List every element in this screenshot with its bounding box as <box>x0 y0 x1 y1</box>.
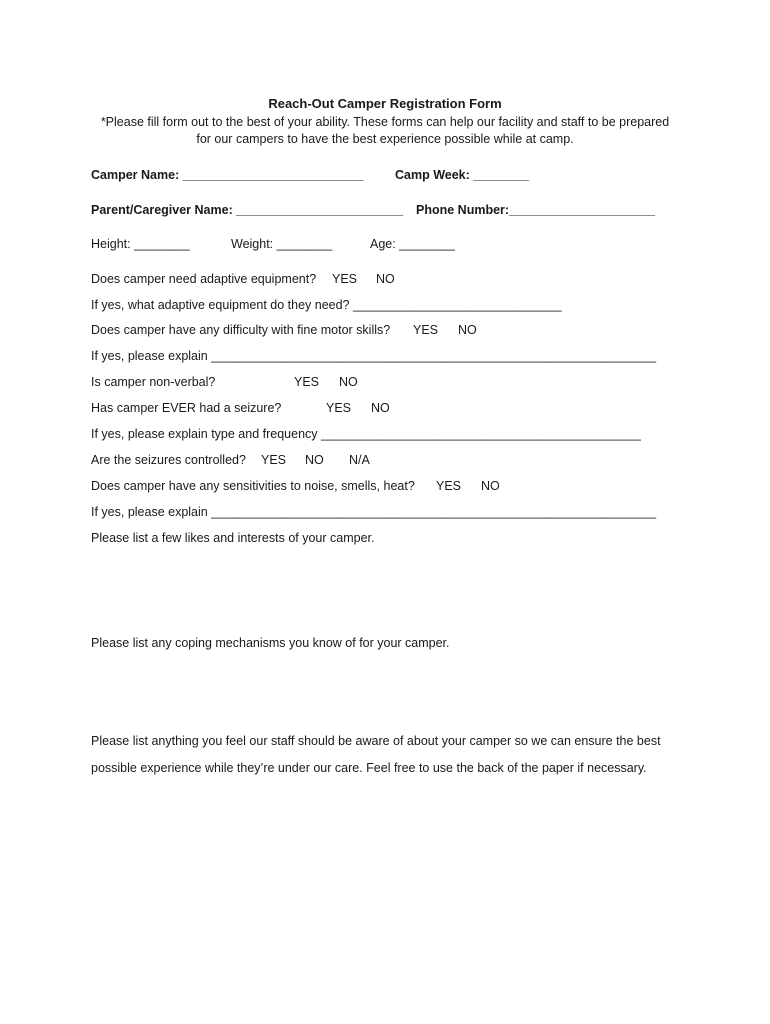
camper-name-field[interactable]: Camper Name: __________________________ <box>91 168 364 182</box>
sensitivities-no-option[interactable]: NO <box>481 479 500 493</box>
seizure-question: Has camper EVER had a seizure? <box>91 401 282 415</box>
seizure-followup-field[interactable]: If yes, please explain type and frequency ______________________________________________ <box>91 427 641 441</box>
fine-motor-question: Does camper have any difficulty with fine motor skills? <box>91 323 391 337</box>
seizures-controlled-no-option[interactable]: NO <box>305 453 324 467</box>
camp-week-field[interactable]: Camp Week: ________ <box>395 168 529 182</box>
sensitivities-question: Does camper have any sensitivities to noise, smells, heat? <box>91 479 415 493</box>
parent-caregiver-name-field[interactable]: Parent/Caregiver Name: ________________________ <box>91 203 404 217</box>
staff-awareness-prompt-line-2: possible experience while they’re under our care. Feel free to use the back of the paper if necessary. <box>91 761 647 775</box>
non-verbal-yes-option[interactable]: YES <box>294 375 320 389</box>
seizure-no-option[interactable]: NO <box>371 401 390 415</box>
height-field[interactable]: Height: ________ <box>91 237 190 251</box>
adaptive-equipment-no-option[interactable]: NO <box>376 272 395 286</box>
weight-field[interactable]: Weight: ________ <box>231 237 333 251</box>
intro-text-line-1: *Please fill form out to the best of your ability. These forms can help our facility and staff to be prepared <box>100 115 670 129</box>
sensitivities-followup-field[interactable]: If yes, please explain ________________________________________________________________ <box>91 505 657 519</box>
staff-awareness-prompt-line-1: Please list anything you feel our staff should be aware of about your camper so we can ensure the best <box>91 734 661 748</box>
seizures-controlled-question: Are the seizures controlled? <box>91 453 246 467</box>
likes-interests-prompt: Please list a few likes and interests of your camper. <box>91 531 375 545</box>
seizures-controlled-yes-option[interactable]: YES <box>261 453 287 467</box>
sensitivities-yes-option[interactable]: YES <box>436 479 462 493</box>
seizures-controlled-na-option[interactable]: N/A <box>349 453 370 467</box>
coping-mechanisms-prompt: Please list any coping mechanisms you know of for your camper. <box>91 636 450 650</box>
fine-motor-yes-option[interactable]: YES <box>413 323 439 337</box>
adaptive-equipment-question: Does camper need adaptive equipment? <box>91 272 317 286</box>
non-verbal-no-option[interactable]: NO <box>339 375 358 389</box>
adaptive-equipment-followup-field[interactable]: If yes, what adaptive equipment do they need? ______________________________ <box>91 298 562 312</box>
adaptive-equipment-yes-option[interactable]: YES <box>332 272 358 286</box>
fine-motor-no-option[interactable]: NO <box>458 323 477 337</box>
form-title: Reach-Out Camper Registration Form <box>268 96 502 111</box>
phone-number-field[interactable]: Phone Number:_____________________ <box>416 203 656 217</box>
age-field[interactable]: Age: ________ <box>370 237 455 251</box>
seizure-yes-option[interactable]: YES <box>326 401 352 415</box>
fine-motor-followup-field[interactable]: If yes, please explain ________________________________________________________________ <box>91 349 657 363</box>
non-verbal-question: Is camper non-verbal? <box>91 375 216 389</box>
intro-text-line-2: for our campers to have the best experience possible while at camp. <box>196 132 574 146</box>
